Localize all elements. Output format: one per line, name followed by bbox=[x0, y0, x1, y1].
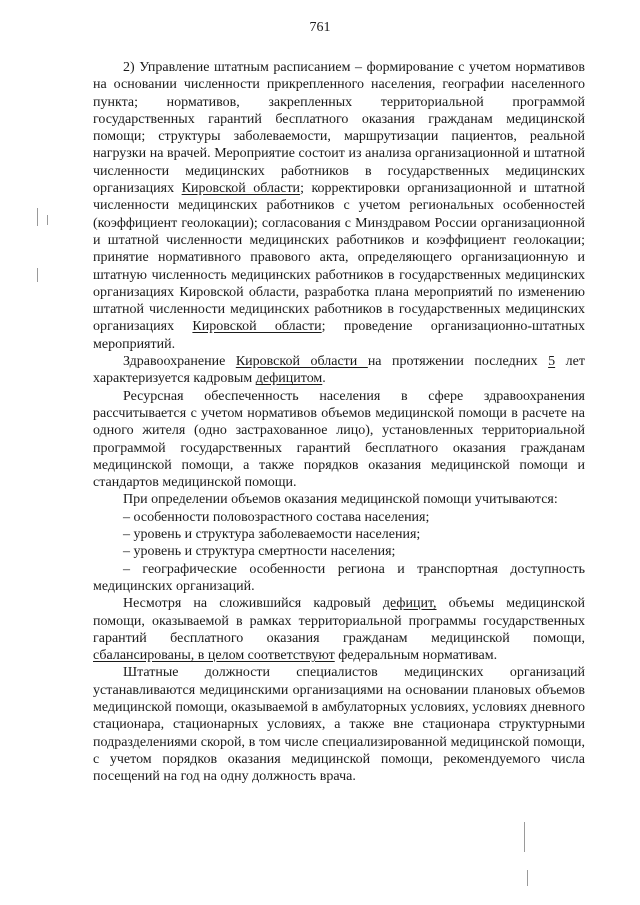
text-run: ; корректировки организационной и штатной численности медицинских работников с учетом региональных особенностей (коэффициент геолокации); согласования с Минздравом России организационной и штатной численности медицинских работников и коэффициент геолокации; принятие нормативного правового акта, определяющего организационную и штатную численность медицинских работников в государственных медицинских организациях Кировской области, разработка плана мероприятий по изменению штатной численности медицинских работников в государственных медицинских организациях bbox=[93, 181, 585, 335]
text-run: . bbox=[322, 371, 326, 387]
text-run: Здравоохранение bbox=[123, 354, 236, 370]
underlined-text: сбалансированы, в целом соответствуют bbox=[93, 648, 335, 664]
underlined-text: Кировской области bbox=[181, 181, 301, 197]
text-run: объемы медицинской помощи, оказываемой в рамках территориальной программы государственных гарантий бесплатного оказания гражданам медицинской помощи, bbox=[93, 596, 585, 646]
text-run: Несмотря на сложившийся кадровый bbox=[123, 596, 383, 612]
scan-mark-right-2 bbox=[527, 870, 528, 886]
list-item bbox=[93, 526, 585, 543]
text-run: ; проведение организационно-штатных мероприятий. bbox=[93, 319, 585, 352]
list-item bbox=[93, 509, 585, 526]
paragraph bbox=[93, 491, 585, 508]
underlined-text: Кировской области bbox=[192, 319, 322, 335]
text-run: – уровень и структура заболеваемости населения; bbox=[123, 527, 421, 543]
text-run: лет характеризуется кадровым bbox=[93, 354, 585, 387]
text-run: на протяжении последних bbox=[367, 354, 549, 370]
underlined-text: Кировской области bbox=[235, 354, 368, 370]
scan-mark-left-1 bbox=[37, 208, 38, 226]
text-run: – уровень и структура смертности населения; bbox=[123, 544, 396, 560]
text-run: Штатные должности специалистов медицинских организаций устанавливаются медицинскими организациями на основании плановых объемов медицинской помощи, оказываемой в амбулаторных условиях, условиях дневного стационара, стационарных условиях, а также вне стационара структурными подразделениями скорой, в том числе специализированной медицинской помощи, с учетом порядков оказания медицинской помощи, рекомендуемого числа посещений на год на одну должность врача. bbox=[93, 665, 585, 785]
paragraph bbox=[93, 353, 585, 388]
page-number: 761 bbox=[309, 20, 331, 35]
list-item bbox=[93, 543, 585, 560]
list-item bbox=[93, 561, 585, 596]
text-run: – особенности половозрастного состава населения; bbox=[123, 509, 430, 525]
scan-mark-right-1 bbox=[524, 822, 525, 852]
text-run: Ресурсная обеспеченность населения в сфере здравоохранения рассчитывается с учетом нормативов объемов медицинской помощи в расчете на одного жителя (одно застрахованное лицо), установленных территориальной программой государственных гарантий бесплатного оказания гражданам медицинской помощи, а также порядков оказания медицинской помощи и стандартов медицинской помощи. bbox=[93, 388, 585, 491]
scan-mark-left-2 bbox=[37, 268, 38, 282]
underlined-text: дефицит, bbox=[382, 596, 437, 612]
paragraph bbox=[93, 59, 585, 353]
text-run: федеральным нормативам. bbox=[334, 648, 498, 664]
text-run: – географические особенности региона и транспортная доступность медицинских организаций. bbox=[93, 561, 585, 594]
paragraph bbox=[93, 388, 585, 492]
document-body bbox=[93, 59, 585, 785]
paragraph bbox=[93, 595, 585, 664]
text-run: При определении объемов оказания медицинской помощи учитываются: bbox=[123, 492, 558, 508]
underlined-text: 5 bbox=[548, 354, 556, 370]
paragraph bbox=[93, 664, 585, 785]
text-run: 2) Управление штатным расписанием – формирование с учетом нормативов на основании численности прикрепленного населения, географии населенного пункта; нормативов, закрепленных территориальной программой государственных гарантий бесплатного оказания гражданам медицинской помощи; структуры заболеваемости, маршрутизации пациентов, реальной нагрузки на врачей. Мероприятие состоит из анализа организационной и штатной численности медицинских работников в государственных медицинских организациях bbox=[93, 60, 585, 197]
underlined-text: дефицитом bbox=[255, 371, 323, 387]
scan-mark-left-3 bbox=[47, 215, 48, 225]
